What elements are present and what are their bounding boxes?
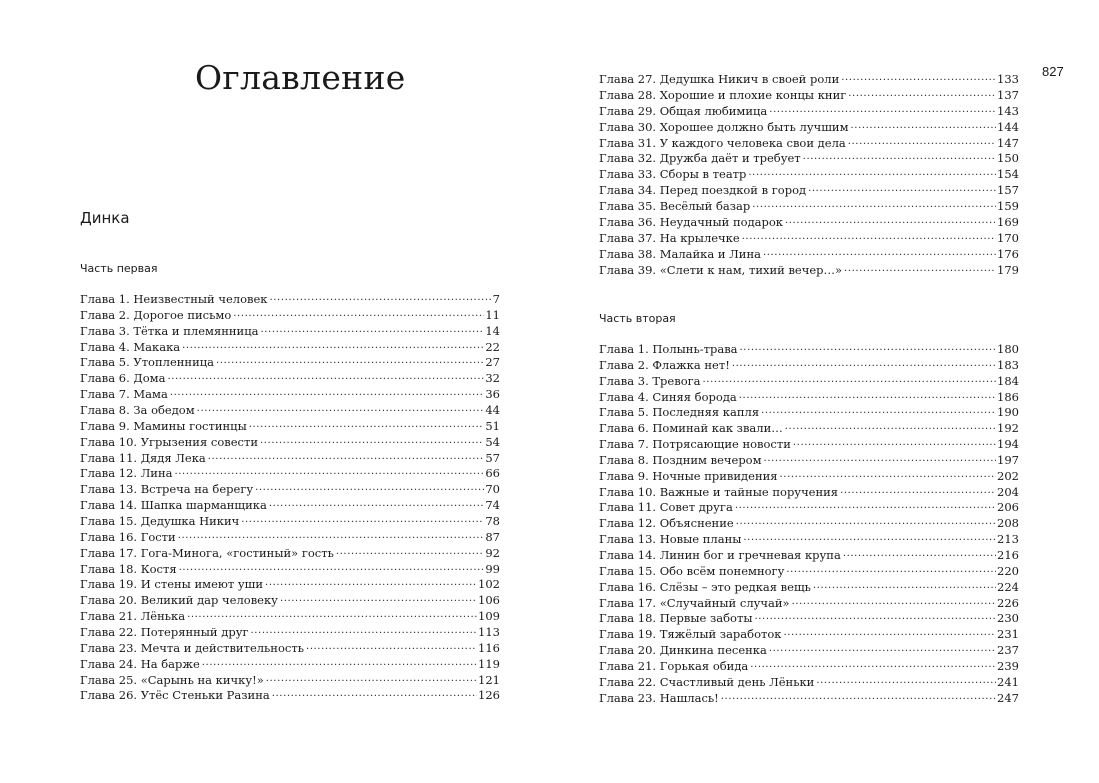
- chapter-page-number: 119: [478, 656, 500, 671]
- chapter-page-number: 157: [997, 183, 1019, 198]
- chapter-title: Глава 22. Потерянный друг: [80, 625, 249, 640]
- chapter-title: Глава 20. Великий дар человеку: [80, 593, 278, 608]
- chapter-title: Глава 19. Тяжёлый заработок: [599, 627, 782, 642]
- chapter-title: Глава 7. Мама: [80, 387, 168, 402]
- chapter-page-number: 176: [997, 246, 1019, 261]
- chapter-title: Глава 15. Обо всём понемногу: [599, 563, 785, 578]
- chapter-title: Глава 34. Перед поездкой в город: [599, 183, 807, 198]
- dot-leader: [260, 432, 484, 449]
- chapter-title: Глава 12. Объяснение: [599, 516, 734, 531]
- chapter-title: Глава 17. Гога-Минога, «гостиный» гость: [80, 545, 334, 560]
- chapter-title: Глава 31. У каждого человека свои дела: [599, 135, 846, 150]
- dot-leader: [260, 321, 484, 338]
- dot-leader: [241, 511, 484, 528]
- page-title: Оглавление: [195, 58, 406, 97]
- chapter-page-number: 14: [485, 323, 500, 338]
- chapter-page-number: 190: [997, 405, 1019, 420]
- chapter-title: Глава 33. Сборы в театр: [599, 167, 747, 182]
- dot-leader: [785, 212, 996, 229]
- dot-leader: [769, 640, 996, 657]
- dot-leader: [732, 355, 996, 372]
- chapter-page-number: 133: [997, 72, 1019, 86]
- dot-leader: [266, 670, 477, 687]
- toc-list-part-one-continued: [599, 72, 1019, 279]
- chapter-title: Глава 19. И стены имеют уши: [80, 577, 264, 592]
- dot-leader: [785, 418, 996, 435]
- chapter-title: Глава 14. Шапка шарманщика: [80, 498, 267, 513]
- dot-leader: [255, 479, 484, 496]
- chapter-title: Глава 26. Утёс Стеньки Разина: [80, 688, 270, 703]
- chapter-title: Глава 23. Мечта и действительность: [80, 640, 304, 655]
- chapter-title: Глава 21. Горькая обида: [599, 658, 749, 673]
- chapter-page-number: 143: [997, 103, 1019, 118]
- chapter-title: Глава 7. Потрясающие новости: [599, 437, 791, 452]
- chapter-page-number: 126: [478, 688, 500, 703]
- chapter-page-number: 159: [997, 199, 1019, 214]
- dot-leader: [786, 561, 996, 578]
- chapter-title: Глава 10. Важные и тайные поручения: [599, 484, 839, 499]
- chapter-title: Глава 2. Флажка нет!: [599, 357, 730, 372]
- book-title: Динка: [80, 209, 130, 227]
- chapter-page-number: 180: [997, 342, 1019, 356]
- chapter-title: Глава 29. Общая любимица: [599, 103, 768, 118]
- chapter-page-number: 32: [485, 371, 500, 386]
- chapter-page-number: 204: [997, 484, 1019, 499]
- dot-leader: [813, 577, 996, 594]
- dot-leader: [269, 495, 485, 512]
- chapter-page-number: 192: [997, 421, 1019, 436]
- chapter-title: Глава 37. На крылечке: [599, 230, 740, 245]
- dot-leader: [843, 545, 996, 562]
- chapter-page-number: 213: [997, 532, 1019, 547]
- toc-entry: [599, 263, 1019, 279]
- chapter-page-number: 51: [485, 418, 500, 433]
- dot-leader: [793, 434, 996, 451]
- chapter-page-number: 179: [997, 262, 1019, 277]
- dot-leader: [270, 289, 492, 306]
- chapter-page-number: 231: [997, 627, 1019, 642]
- chapter-title: Глава 18. Костя: [80, 561, 177, 576]
- dot-leader: [179, 559, 485, 576]
- chapter-page-number: 11: [485, 307, 500, 322]
- chapter-page-number: 36: [485, 387, 500, 402]
- dot-leader: [265, 574, 477, 591]
- chapter-page-number: 194: [997, 437, 1019, 452]
- dot-leader: [742, 228, 996, 245]
- dot-leader: [754, 608, 996, 625]
- chapter-page-number: 44: [485, 403, 500, 418]
- dot-leader: [750, 656, 996, 673]
- dot-leader: [735, 497, 996, 514]
- dot-leader: [761, 402, 996, 419]
- chapter-page-number: 121: [478, 672, 500, 687]
- chapter-title: Глава 4. Синяя борода: [599, 389, 737, 404]
- chapter-page-number: 92: [485, 545, 500, 560]
- dot-leader: [841, 69, 996, 86]
- chapter-title: Глава 9. Мамины гостинцы: [80, 418, 247, 433]
- toc-list-part-one: [80, 292, 500, 704]
- dot-leader: [780, 466, 997, 483]
- chapter-title: Глава 8. За обедом: [80, 403, 195, 418]
- chapter-page-number: 87: [485, 529, 500, 544]
- chapter-title: Глава 13. Новые планы: [599, 532, 742, 547]
- chapter-page-number: 102: [478, 577, 500, 592]
- chapter-title: Глава 16. Гости: [80, 529, 176, 544]
- chapter-page-number: 186: [997, 389, 1019, 404]
- chapter-title: Глава 35. Весёлый базар: [599, 199, 751, 214]
- chapter-title: Глава 20. Динкина песенка: [599, 643, 767, 658]
- dot-leader: [752, 196, 996, 213]
- chapter-page-number: 247: [997, 690, 1019, 705]
- chapter-title: Глава 25. «Сарынь на кичку!»: [80, 672, 264, 687]
- dot-leader: [840, 482, 996, 499]
- dot-leader: [280, 590, 477, 607]
- dot-leader: [721, 688, 996, 705]
- chapter-title: Глава 38. Малайка и Лина: [599, 246, 761, 261]
- chapter-page-number: 57: [485, 450, 500, 465]
- chapter-page-number: 74: [485, 498, 500, 513]
- chapter-title: Глава 1. Неизвестный человек: [80, 292, 268, 306]
- chapter-page-number: 7: [492, 292, 500, 306]
- chapter-page-number: 208: [997, 516, 1019, 531]
- chapter-page-number: 237: [997, 643, 1019, 658]
- dot-leader: [703, 371, 997, 388]
- dot-leader: [208, 448, 485, 465]
- dot-leader: [197, 400, 485, 417]
- chapter-page-number: 22: [485, 339, 500, 354]
- dot-leader: [233, 305, 484, 322]
- chapter-page-number: 109: [478, 609, 500, 624]
- dot-leader: [187, 606, 477, 623]
- part-one-heading: Часть первая: [80, 262, 158, 275]
- chapter-page-number: 116: [478, 640, 500, 655]
- chapter-page-number: 144: [997, 119, 1019, 134]
- chapter-title: Глава 30. Хорошее должно быть лучшим: [599, 119, 849, 134]
- chapter-title: Глава 6. Поминай как звали…: [599, 421, 783, 436]
- dot-leader: [202, 654, 477, 671]
- chapter-page-number: 183: [997, 357, 1019, 372]
- chapter-title: Глава 24. На барже: [80, 656, 200, 671]
- chapter-page-number: 154: [997, 167, 1019, 182]
- chapter-page-number: 169: [997, 215, 1019, 230]
- chapter-page-number: 216: [997, 547, 1019, 562]
- toc-list-part-two: [599, 342, 1019, 706]
- chapter-page-number: 184: [997, 373, 1019, 388]
- chapter-title: Глава 16. Слёзы – это редкая вещь: [599, 579, 811, 594]
- chapter-title: Глава 28. Хорошие и плохие концы книг: [599, 87, 847, 102]
- part-two-heading: Часть вторая: [599, 312, 676, 325]
- dot-leader: [792, 593, 996, 610]
- chapter-page-number: 70: [485, 482, 500, 497]
- chapter-title: Глава 39. «Слети к нам, тихий вечер…»: [599, 262, 843, 277]
- dot-leader: [182, 337, 484, 354]
- chapter-page-number: 226: [997, 595, 1019, 610]
- dot-leader: [848, 133, 996, 150]
- chapter-title: Глава 5. Последняя капля: [599, 405, 760, 420]
- dot-leader: [178, 527, 485, 544]
- chapter-page-number: 137: [997, 87, 1019, 102]
- chapter-page-number: 147: [997, 135, 1019, 150]
- dot-leader: [848, 85, 996, 102]
- toc-entry: [599, 691, 1019, 707]
- dot-leader: [769, 101, 996, 118]
- chapter-page-number: 113: [478, 625, 500, 640]
- dot-leader: [764, 450, 997, 467]
- dot-leader: [216, 352, 484, 369]
- chapter-title: Глава 14. Линин бог и гречневая крупа: [599, 547, 841, 562]
- chapter-title: Глава 2. Дорогое письмо: [80, 307, 232, 322]
- dot-leader: [175, 463, 485, 480]
- dot-leader: [743, 529, 996, 546]
- dot-leader: [851, 117, 997, 134]
- chapter-page-number: 206: [997, 500, 1019, 515]
- chapter-page-number: 99: [485, 561, 500, 576]
- chapter-title: Глава 4. Макака: [80, 339, 181, 354]
- chapter-page-number: 230: [997, 611, 1019, 626]
- chapter-title: Глава 8. Поздним вечером: [599, 452, 762, 467]
- chapter-title: Глава 23. Нашлась!: [599, 690, 719, 705]
- dot-leader: [803, 148, 996, 165]
- chapter-title: Глава 15. Дедушка Никич: [80, 514, 240, 529]
- chapter-title: Глава 18. Первые заботы: [599, 611, 753, 626]
- dot-leader: [844, 260, 996, 277]
- chapter-page-number: 224: [997, 579, 1019, 594]
- dot-leader: [748, 164, 996, 181]
- chapter-page-number: 197: [997, 452, 1019, 467]
- chapter-page-number: 150: [997, 151, 1019, 166]
- chapter-page-number: 239: [997, 658, 1019, 673]
- chapter-title: Глава 5. Утопленница: [80, 355, 215, 370]
- chapter-title: Глава 27. Дедушка Никич в своей роли: [599, 72, 840, 86]
- chapter-title: Глава 6. Дома: [80, 371, 166, 386]
- chapter-page-number: 202: [997, 468, 1019, 483]
- dot-leader: [739, 387, 996, 404]
- chapter-title: Глава 9. Ночные привидения: [599, 468, 778, 483]
- chapter-title: Глава 11. Дядя Лека: [80, 450, 206, 465]
- dot-leader: [808, 180, 996, 197]
- chapter-page-number: 66: [485, 466, 500, 481]
- chapter-title: Глава 17. «Случайный случай»: [599, 595, 790, 610]
- dot-leader: [250, 622, 477, 639]
- dot-leader: [272, 685, 477, 702]
- toc-entry: [80, 688, 500, 704]
- chapter-page-number: 78: [485, 514, 500, 529]
- chapter-page-number: 27: [485, 355, 500, 370]
- dot-leader: [249, 416, 485, 433]
- dot-leader: [763, 244, 996, 261]
- dot-leader: [736, 513, 996, 530]
- dot-leader: [306, 638, 477, 655]
- chapter-page-number: 241: [997, 674, 1019, 689]
- dot-leader: [170, 384, 485, 401]
- chapter-title: Глава 3. Тревога: [599, 373, 701, 388]
- page-number: 827: [1042, 64, 1064, 79]
- chapter-title: Глава 21. Лёнька: [80, 609, 186, 624]
- chapter-page-number: 220: [997, 563, 1019, 578]
- chapter-title: Глава 13. Встреча на берегу: [80, 482, 254, 497]
- chapter-title: Глава 1. Полынь-трава: [599, 342, 738, 356]
- chapter-page-number: 106: [478, 593, 500, 608]
- chapter-page-number: 170: [997, 230, 1019, 245]
- dot-leader: [167, 368, 484, 385]
- chapter-title: Глава 32. Дружба даёт и требует: [599, 151, 801, 166]
- dot-leader: [336, 543, 484, 560]
- chapter-title: Глава 10. Угрызения совести: [80, 434, 258, 449]
- dot-leader: [783, 624, 996, 641]
- dot-leader: [816, 672, 996, 689]
- chapter-title: Глава 22. Счастливый день Лёньки: [599, 674, 815, 689]
- chapter-title: Глава 11. Совет друга: [599, 500, 733, 515]
- chapter-title: Глава 3. Тётка и племянница: [80, 323, 259, 338]
- chapter-title: Глава 12. Лина: [80, 466, 173, 481]
- chapter-page-number: 54: [485, 434, 500, 449]
- dot-leader: [740, 339, 997, 356]
- chapter-title: Глава 36. Неудачный подарок: [599, 215, 783, 230]
